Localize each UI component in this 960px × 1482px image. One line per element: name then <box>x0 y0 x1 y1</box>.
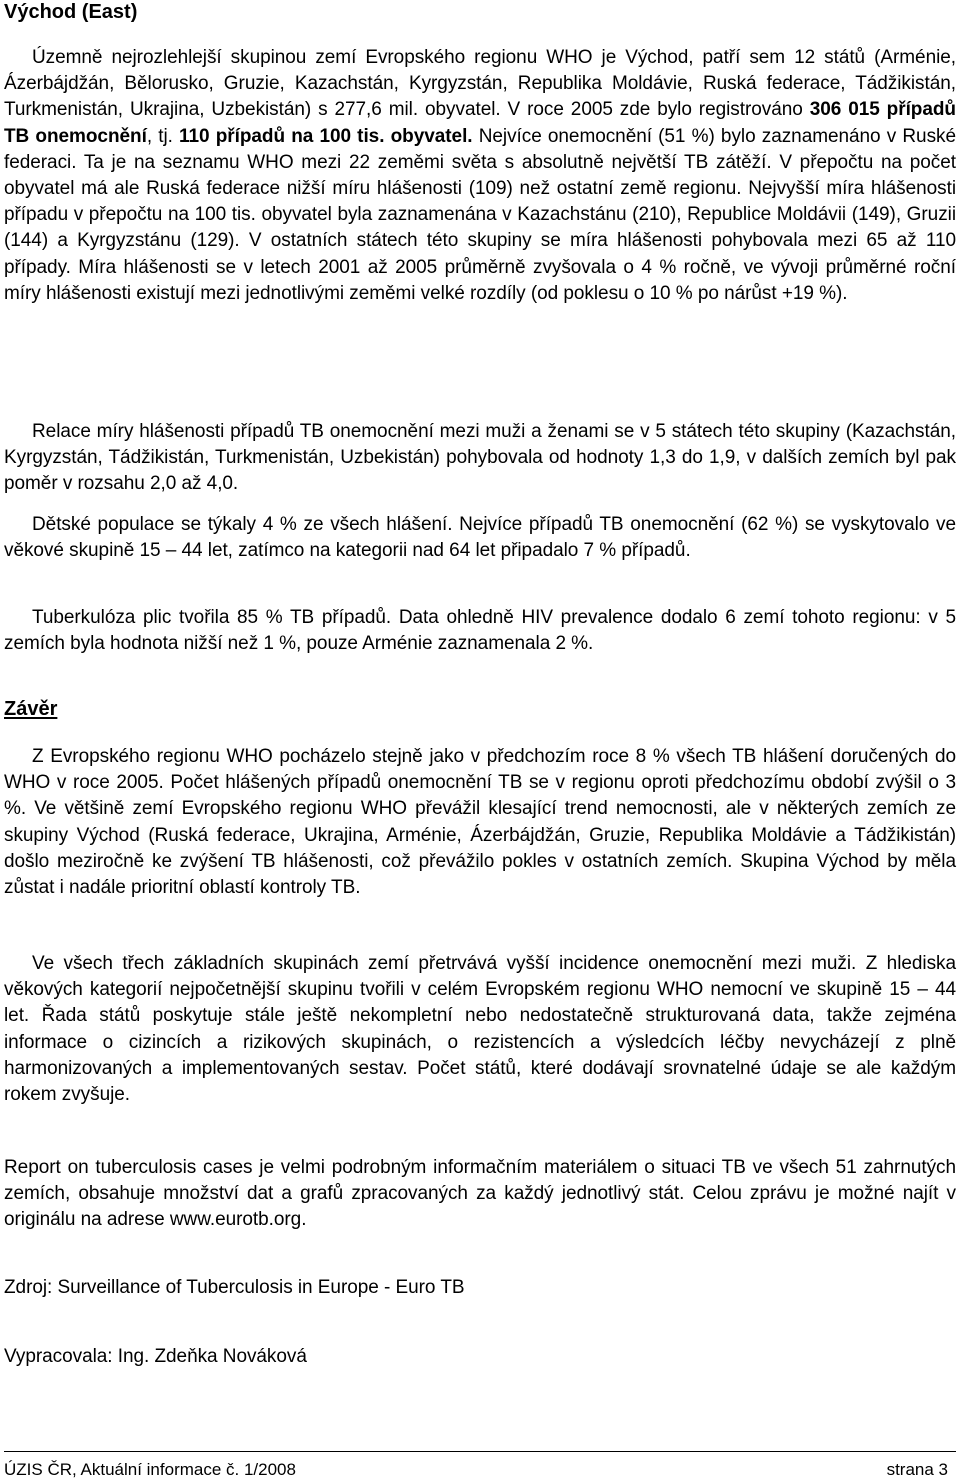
text-run: Územně nejrozlehlejší skupinou zemí Evropského regionu WHO je Východ, patří sem 12 států (Arménie, Ázerbájdžán, Bělorusko, Gruzie, Kazachstán, Kyrgyzstán, Republika Moldávie, Ruská federace, Tádžikistán, Turkmenistán, Ukrajina, Uzbekistán) s 277,6 mil. obyvatel. V roce 2005 zde bylo registrováno <box>4 47 956 121</box>
paragraph-report-info: Report on tuberculosis cases je velmi podrobným informačním materiálem o situaci TB ve všech 51 zahrnutých zemích, obsahuje množství dat a grafů zpracovaných za každý jednotlivý stát. Celou zprávu je možné najít v originálu na adrese www.eurotb.org. <box>4 1157 956 1231</box>
bold-text-rate: 110 případů na 100 tis. obyvatel. <box>179 125 473 147</box>
text-run: , tj. <box>146 125 180 147</box>
paragraph-east-overview <box>4 45 956 307</box>
paragraph-conclusion-2: Ve všech třech základních skupinách zemí přetrvává vyšší incidence onemocnění mezi muži. Z hlediska věkových kategorií nejpočetnější skupinu tvořili v celém Evropském regionu WHO nemocní ve skupině 15 – 44 let. Řada států poskytuje stále ještě nekompletní nebo nedostatečně strukturovaná data, takže zejména informace o cizincích a rizikových skupinách, o rezistencích a výsledcích léčby nevycházejí z plně harmonizovaných a implementovaných sestav. Počet států, které dodávají srovnatelné údaje se ale každým rokem zvyšuje. <box>4 953 956 1106</box>
section-heading-east: Východ (East) <box>4 1 138 23</box>
footer-publication: ÚZIS ČR, Aktuální informace č. 1/2008 <box>4 1460 296 1479</box>
paragraph-pulmonary-tb: Tuberkulóza plic tvořila 85 % TB případů. Data ohledně HIV prevalence dodalo 6 zemí tohoto regionu: v 5 zemích byla hodnota nižší než 1 %, pouze Arménie zaznamenala 2 %. <box>4 607 956 655</box>
author-line: Vypracovala: Ing. Zdeňka Nováková <box>4 1346 307 1367</box>
footer-divider <box>4 1451 956 1452</box>
text-run: Nejvíce onemocnění (51 %) bylo zaznamenáno v Ruské federaci. Ta je na seznamu WHO mezi 22 zeměmi světa s absolutně největší TB zátěží. V přepočtu na počet obyvatel má ale Ruská federace nižší míru hlášenosti (109) než ostatní země regionu. Nejvyšší míra hlášenosti případu v přepočtu na 100 tis. obyvatel byla zaznamenána v Kazachstánu (210), Republice Moldávii (149), Gruzii (144) a Kyrgyzstánu (129). V ostatních státech této skupiny se míra hlášenosti pohybovala mezi 65 až 110 případy. Míra hlášenosti se v letech 2001 až 2005 průměrně zvyšovala o 4 % ročně, ve vývoji průměrné roční míry hlášenosti existují mezi jednotlivými zeměmi velké rozdíly (od poklesu o 10 % po nárůst +19 %). <box>4 125 956 304</box>
document-page <box>4 0 956 1482</box>
paragraph-conclusion-1: Z Evropského regionu WHO pocházelo stejně jako v předchozím roce 8 % všech TB hlášení doručených do WHO v roce 2005. Počet hlášených případů onemocnění TB se v regionu oproti předchozímu období zvýšil o 3 %. Ve většině zemí Evropského regionu WHO převážil klesající trend nemocnosti, ale v některých zemích ze skupiny Východ (Ruská federace, Ukrajina, Arménie, Ázerbájdžán, Gruzie, Republika Moldávie a Tádžikistán) došlo meziročně ke zvýšení TB hlášenosti, což převážilo pokles v ostatních zemích. Skupina Východ by měla zůstat i nadále prioritní oblastí kontroly TB. <box>4 746 956 899</box>
paragraph-children: Dětské populace se týkaly 4 % ze všech hlášení. Nejvíce případů TB onemocnění (62 %) se vyskytovalo ve věkové skupině 15 – 44 let, zatímco na kategorii nad 64 let připadalo 7 % případů. <box>4 514 956 562</box>
section-heading-conclusion: Závěr <box>4 698 58 720</box>
paragraph-gender-ratio: Relace míry hlášenosti případů TB onemocnění mezi muži a ženami se v 5 státech této skupiny (Kazachstán, Kyrgyzstán, Tádžikistán, Turkmenistán, Uzbekistán) pohybovala od hodnoty 1,3 do 1,9, v dalších zemích byl pak poměr v rozsahu 2,0 až 4,0. <box>4 421 956 495</box>
source-line: Zdroj: Surveillance of Tuberculosis in Europe - Euro TB <box>4 1277 465 1298</box>
bold-text-cases: 306 015 případů TB onemocnění <box>4 99 956 147</box>
footer-page-number: strana 3 <box>886 1460 948 1479</box>
